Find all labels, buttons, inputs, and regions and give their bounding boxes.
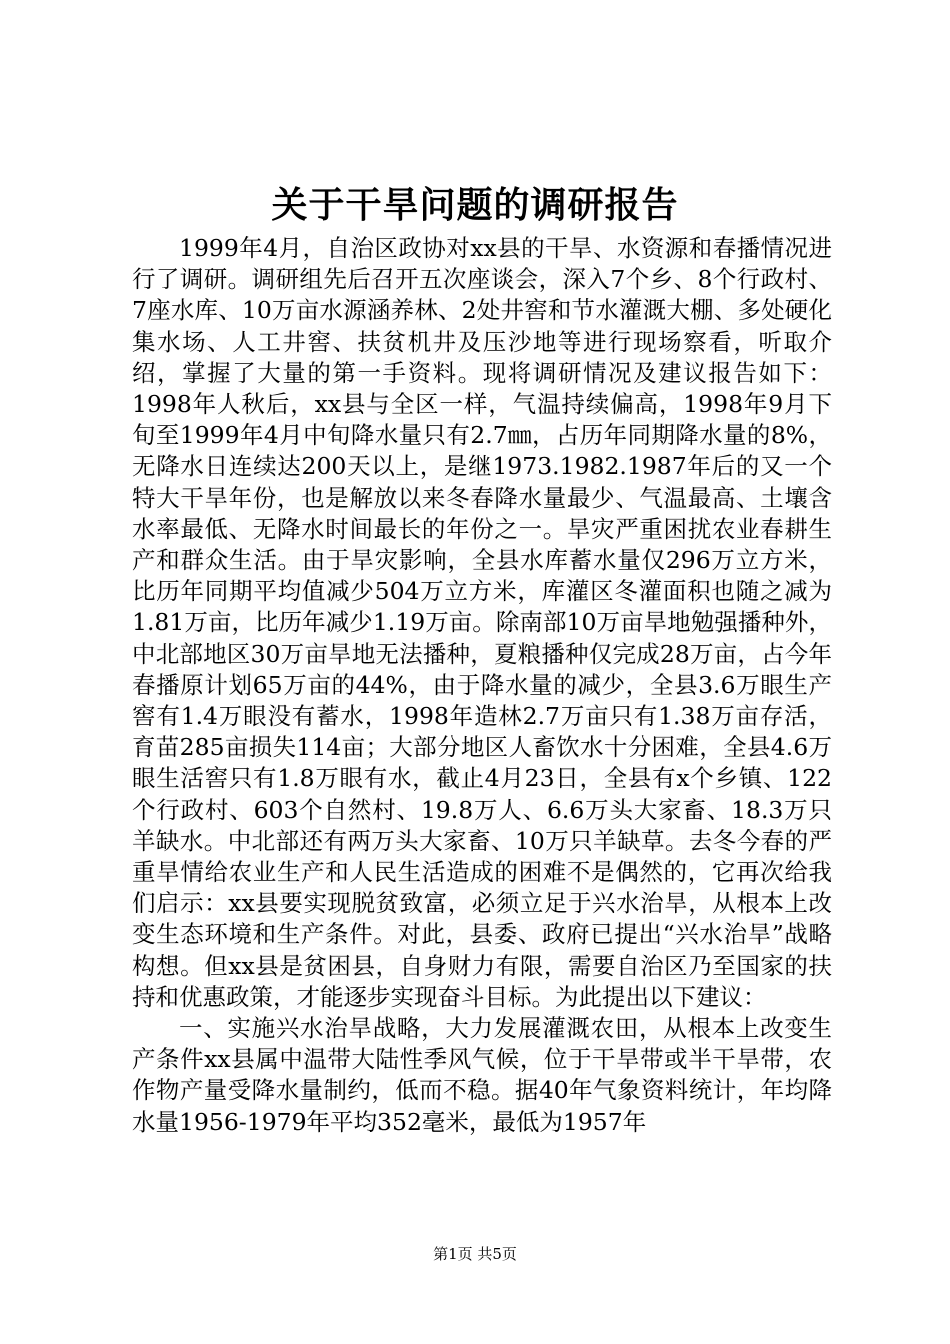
paragraph-2: 一、实施兴水治旱战略，大力发展灌溉农田，从根本上改变生产条件xx县属中温带大陆性季风气候，位于干旱带或半干旱带，农作物产量受降水量制约，低而不稳。据40年气象资料统计，年均降水量1956-1979年平均352毫米，最低为1957年: [132, 1014, 832, 1136]
document-body: [132, 233, 832, 1138]
paragraph-1: 1999年4月，自治区政协对xx县的干旱、水资源和春播情况进行了调研。调研组先后召开五次座谈会，深入7个乡、8个行政村、7座水库、10万亩水源涵养林、2处井窖和节水灌溉大棚、多处硬化集水场、人工井窖、扶贫机井及压沙地等进行现场察看，听取介绍，掌握了大量的第一手资料。现将调研情况及建议报告如下：1998年人秋后，xx县与全区一样，气温持续偏高，1998年9月下旬至1999年4月中旬降水量只有2.7㎜，占历年同期降水量的8%，无降水日连续达200天以上，是继1973.1982.1987年后的又一个特大干旱年份，也是解放以来冬春降水量最少、气温最高、土壤含水率最低、无降水时间最长的年份之一。旱灾严重困扰农业春耕生产和群众生活。由于旱灾影响，全县水库蓄水量仅296万立方米，比历年同期平均值减少504万立方米，库灌区冬灌面积也随之减为1.81万亩，比历年减少1.19万亩。除南部10万亩旱地勉强播种外，中北部地区30万亩旱地无法播种，夏粮播种仅完成28万亩，占今年春播原计划65万亩的44%，由于降水量的减少，全县3.6万眼生产窖有1.4万眼没有蓄水，1998年造林2.7万亩只有1.38万亩存活，育苗285亩损失114亩；大部分地区人畜饮水十分困难，全县4.6万眼生活窖只有1.8万眼有水，截止4月23日，全县有x个乡镇、122个行政村、603个自然村、19.8万人、6.6万头大家畜、18.3万只羊缺水。中北部还有两万头大家畜、10万只羊缺草。去冬今春的严重旱情给农业生产和人民生活造成的困难不是偶然的，它再次给我们启示：xx县要实现脱贫致富，必须立足于兴水治旱，从根本上改变生态环境和生产条件。对此，县委、政府已提出“兴水治旱”战略构想。但xx县是贫困县，自身财力有限，需要自治区乃至国家的扶持和优惠政策，才能逐步实现奋斗目标。为此提出以下建议：: [132, 234, 832, 1011]
page-footer: 第1页 共5页: [433, 1245, 517, 1263]
document-title: 关于干旱问题的调研报告: [271, 184, 679, 226]
